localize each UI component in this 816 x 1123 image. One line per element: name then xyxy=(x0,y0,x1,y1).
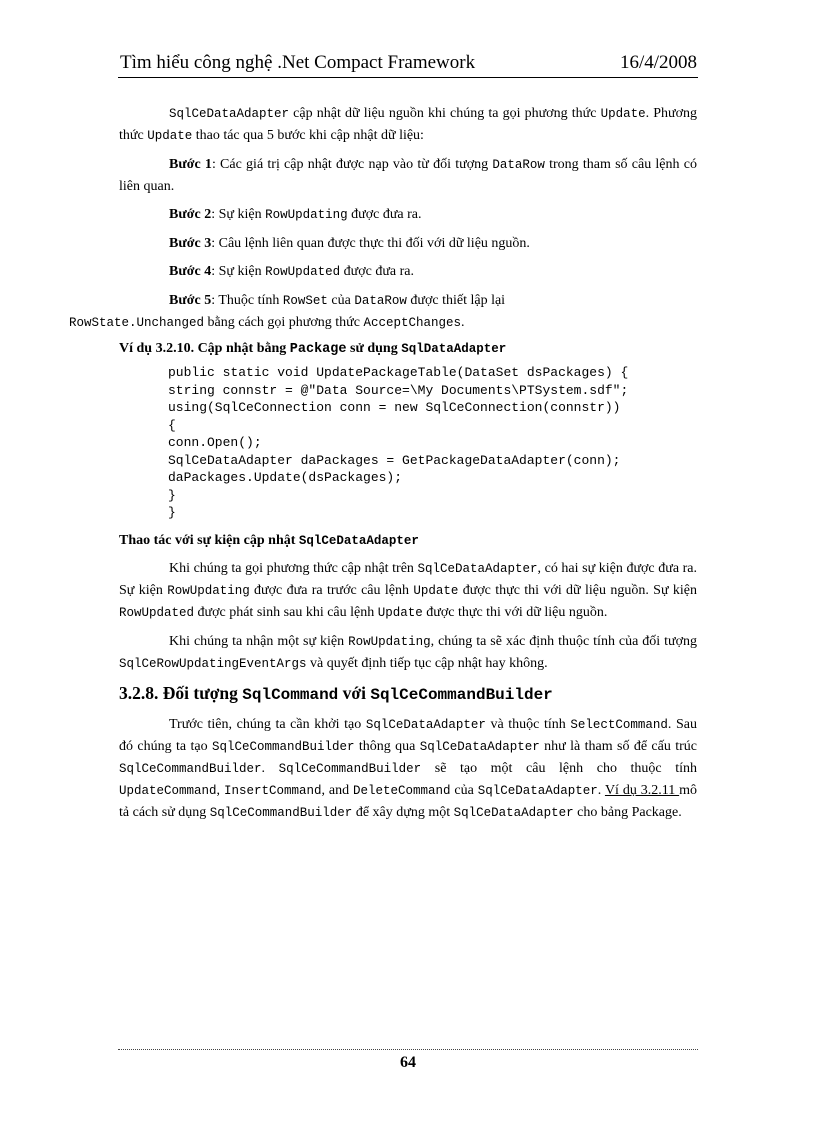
code-line: public static void UpdatePackageTable(DataSet dsPackages) { xyxy=(168,365,629,380)
step-item: Bước 5: Thuộc tính RowSet của DataRow được thiết lập lại RowState.Unchanged bằng cách gọi phương thức AcceptChanges. xyxy=(69,293,506,330)
header-title: Tìm hiểu công nghệ .Net Compact Framework xyxy=(120,52,476,73)
example-caption: Ví dụ 3.2.10. Cập nhật bằng Package sử dụng SqlDataAdapter xyxy=(119,341,507,357)
code-line: string connstr = @"Data Source=\My Documents\PTSystem.sdf"; xyxy=(168,382,629,398)
code-line: daPackages.Update(dsPackages); xyxy=(168,470,403,485)
step-item: Bước 4: Sự kiện RowUpdated được đưa ra. xyxy=(169,264,414,279)
step-item: Bước 1: Các giá trị cập nhật được nạp vào từ đối tượng DataRow trong tham số câu lệnh có liên quan. xyxy=(119,157,697,194)
page-header xyxy=(120,52,697,76)
paragraph: Khi chúng ta gọi phương thức cập nhật trên SqlCeDataAdapter, có hai sự kiện được đưa ra. Sự kiện RowUpdating được đưa ra trước câu lệnh Update được thực thi với dữ liệu nguồn. Sự kiện RowUpdated được phát sinh sau khi câu lệnh Update được thực thi với dữ liệu nguồn. xyxy=(119,560,698,620)
subheading: Thao tác với sự kiện cập nhật SqlCeDataAdapter xyxy=(119,532,419,548)
header-date: 16/4/2008 xyxy=(619,52,697,73)
paragraph: Trước tiên, chúng ta cần khởi tạo SqlCeDataAdapter và thuộc tính SelectCommand. Sau đó chúng ta tạo SqlCeCommandBuilder thông qua SqlCeDataAdapter như là tham số để cấu trúc SqlCeCommandBuilder. SqlCeCommandBuilder sẽ tạo một câu lệnh cho thuộc tính UpdateCommand, InsertCommand, and DeleteCommand của SqlCeDataAdapter. Ví dụ 3.2.11 mô tả cách sử dụng SqlCeCommandBuilder để xây dựng một SqlCeDataAdapter cho bảng Package. xyxy=(119,716,698,820)
code-line: } xyxy=(168,487,176,503)
code-block xyxy=(168,364,697,522)
section-heading: 3.2.8. Đối tượng SqlCommand với SqlCeCommandBuilder xyxy=(119,682,553,704)
header-rule xyxy=(118,77,698,78)
code-line: SqlCeDataAdapter daPackages = GetPackageDataAdapter(conn); xyxy=(168,452,621,468)
page-number: 64 xyxy=(400,1054,416,1071)
code-line: } xyxy=(168,505,176,520)
page-body xyxy=(69,103,698,824)
code-line: conn.Open(); xyxy=(168,435,262,450)
code-line: { xyxy=(168,417,176,433)
intro-paragraph: SqlCeDataAdapter cập nhật dữ liệu nguồn khi chúng ta gọi phương thức Update. Phương thức Update thao tác qua 5 bước khi cập nhật dữ liệu: xyxy=(119,106,697,143)
step-item: Bước 3: Câu lệnh liên quan được thực thi đối với dữ liệu nguồn. xyxy=(169,236,530,251)
footer-rule xyxy=(118,1049,698,1050)
paragraph: Khi chúng ta nhận một sự kiện RowUpdating, chúng ta sẽ xác định thuộc tính của đối tượng SqlCeRowUpdatingEventArgs và quyết định tiếp tục cập nhật hay không. xyxy=(119,633,697,671)
code-line: using(SqlCeConnection conn = new SqlCeConnection(connstr)) xyxy=(168,400,621,415)
step-item: Bước 2: Sự kiện RowUpdating được đưa ra. xyxy=(169,207,422,222)
example-link[interactable]: Ví dụ 3.2.11 xyxy=(604,782,680,798)
